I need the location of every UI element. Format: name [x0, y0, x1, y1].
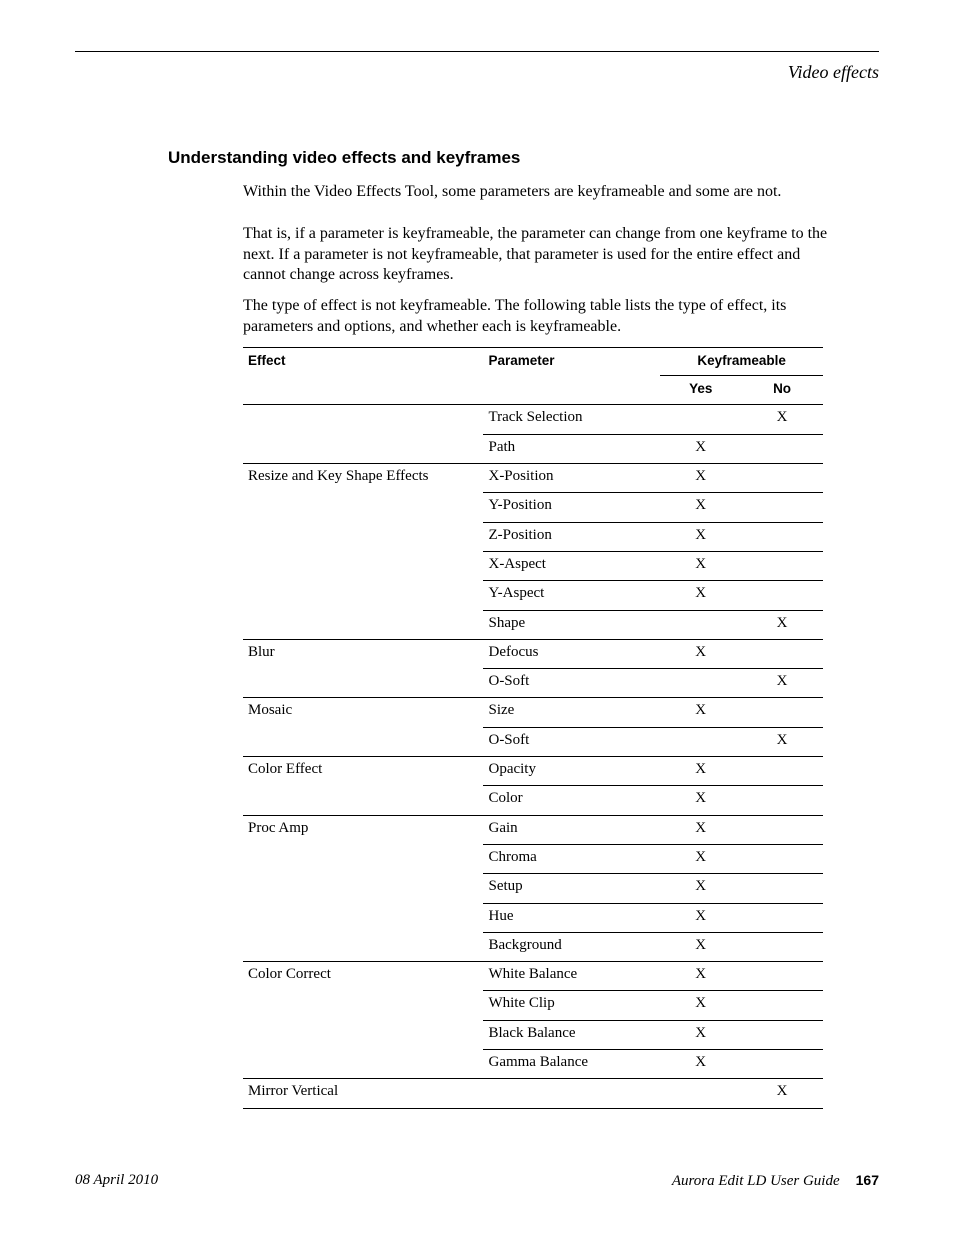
keyframeable-no-cell [741, 757, 823, 786]
keyframeable-yes-cell: X [660, 757, 741, 786]
effect-cell [243, 903, 483, 932]
parameter-cell: Opacity [483, 757, 660, 786]
effect-cell: Blur [248, 643, 275, 660]
effect-cell [243, 581, 483, 610]
table-row [243, 815, 823, 844]
keyframeable-yes-cell: X [660, 698, 741, 727]
table-row [243, 1020, 823, 1049]
effect-cell [243, 1020, 483, 1049]
parameter-cell: White Clip [483, 991, 660, 1020]
table-row [243, 757, 823, 786]
effect-cell [243, 727, 483, 756]
table-row [243, 962, 823, 991]
effect-cell: Proc Amp [248, 819, 309, 836]
keyframeable-yes-cell: X [660, 1050, 741, 1079]
effect-cell [243, 991, 483, 1020]
table-row [243, 610, 823, 639]
keyframeable-yes-cell: X [660, 464, 741, 493]
keyframeable-yes-cell: X [660, 551, 741, 580]
table-row [243, 493, 823, 522]
table-row [243, 844, 823, 873]
table-row [243, 522, 823, 551]
keyframeable-yes-cell: X [660, 1020, 741, 1049]
parameter-cell: Size [483, 698, 660, 727]
paragraph-table-intro: The type of effect is not keyframeable. The following table lists the type of effect, its parameters and options, and whether each is keyframeable. [243, 297, 787, 335]
table-row [243, 932, 823, 961]
parameter-cell [483, 1079, 660, 1108]
table-body [243, 405, 823, 1108]
effect-cell [243, 786, 483, 815]
effect-cell [243, 522, 483, 551]
keyframeable-yes-cell: X [660, 991, 741, 1020]
parameter-cell: Black Balance [483, 1020, 660, 1049]
parameter-cell: Gain [483, 815, 660, 844]
header-keyframeable: Keyframeable [660, 348, 823, 376]
keyframeable-no-cell: X [741, 1079, 823, 1108]
table-row [243, 639, 823, 668]
running-head: Video effects [787, 62, 879, 82]
effect-cell: Resize and Key Shape Effects [248, 468, 429, 485]
keyframeable-yes-cell: X [660, 962, 741, 991]
footer-date: 08 April 2010 [75, 1172, 159, 1188]
table-row [243, 991, 823, 1020]
parameter-cell: Path [483, 434, 660, 463]
keyframeable-yes-cell [660, 610, 741, 639]
keyframeable-yes-cell: X [660, 639, 741, 668]
keyframeable-no-cell: X [741, 405, 823, 434]
keyframeable-yes-cell: X [660, 581, 741, 610]
keyframeable-yes-cell [660, 727, 741, 756]
effect-cell [243, 932, 483, 961]
parameter-cell: Y-Position [483, 493, 660, 522]
header-no: No [741, 376, 823, 405]
parameter-cell: X-Position [483, 464, 660, 493]
keyframeable-no-cell: X [741, 727, 823, 756]
effect-cell: Color Correct [248, 966, 331, 983]
keyframeable-no-cell [741, 551, 823, 580]
section-title: Understanding video effects and keyframes [168, 148, 521, 167]
keyframeable-yes-cell [660, 669, 741, 698]
table-row [243, 786, 823, 815]
keyframeable-no-cell [741, 932, 823, 961]
table-row [243, 1079, 823, 1108]
effect-cell [243, 551, 483, 580]
keyframeable-yes-cell: X [660, 434, 741, 463]
table-row [243, 669, 823, 698]
keyframeable-yes-cell: X [660, 786, 741, 815]
parameter-cell: Hue [483, 903, 660, 932]
page-number: 167 [855, 1172, 879, 1188]
paragraph-intro: Within the Video Effects Tool, some parameters are keyframeable and some are not. [243, 183, 782, 200]
effect-cell [243, 1050, 483, 1079]
keyframeable-no-cell [741, 844, 823, 873]
effect-cell [243, 669, 483, 698]
keyframeable-no-cell [741, 639, 823, 668]
parameter-cell: Track Selection [483, 405, 660, 434]
parameter-cell: O-Soft [483, 727, 660, 756]
effect-cell: Mosaic [248, 702, 293, 719]
footer-right [672, 1172, 879, 1190]
keyframeable-no-cell [741, 522, 823, 551]
table-row [243, 551, 823, 580]
table-row [243, 581, 823, 610]
parameter-cell: O-Soft [483, 669, 660, 698]
table-row [243, 434, 823, 463]
effect-cell [243, 434, 483, 463]
header-yes: Yes [660, 376, 741, 405]
keyframeable-no-cell [741, 698, 823, 727]
effect-cell: Mirror Vertical [243, 1079, 483, 1108]
parameter-cell: Z-Position [483, 522, 660, 551]
table-row [243, 903, 823, 932]
header-rule [75, 51, 879, 52]
keyframeable-table [243, 347, 823, 1109]
effect-cell [243, 493, 483, 522]
effect-cell [243, 844, 483, 873]
keyframeable-no-cell [741, 434, 823, 463]
keyframeable-yes-cell: X [660, 815, 741, 844]
keyframeable-yes-cell: X [660, 874, 741, 903]
effect-cell [243, 874, 483, 903]
keyframeable-yes-cell: X [660, 522, 741, 551]
keyframeable-yes-cell: X [660, 932, 741, 961]
keyframeable-no-cell [741, 991, 823, 1020]
keyframeable-yes-cell: X [660, 493, 741, 522]
parameter-cell: Chroma [483, 844, 660, 873]
parameter-cell: Y-Aspect [483, 581, 660, 610]
parameter-cell: Setup [483, 874, 660, 903]
keyframeable-no-cell [741, 581, 823, 610]
parameter-cell: Color [483, 786, 660, 815]
parameter-cell: White Balance [483, 962, 660, 991]
table-row [243, 1050, 823, 1079]
table-row [243, 464, 823, 493]
keyframeable-yes-cell [660, 405, 741, 434]
keyframeable-no-cell [741, 874, 823, 903]
header-parameter: Parameter [483, 348, 660, 376]
effect-cell [243, 405, 483, 434]
table-row [243, 405, 823, 434]
keyframeable-no-cell: X [741, 610, 823, 639]
keyframeable-no-cell [741, 815, 823, 844]
keyframeable-no-cell [741, 1020, 823, 1049]
parameter-cell: Gamma Balance [483, 1050, 660, 1079]
keyframeable-no-cell [741, 962, 823, 991]
parameter-cell: Background [483, 932, 660, 961]
keyframeable-yes-cell: X [660, 903, 741, 932]
keyframeable-no-cell [741, 464, 823, 493]
keyframeable-no-cell [741, 786, 823, 815]
header-effect: Effect [243, 348, 483, 376]
paragraph-keyframeable-explanation: That is, if a parameter is keyframeable, the parameter can change from one keyframe to the next. If a parameter is not keyframeable, that parameter is used for the entire effect and cannot change across keyframes. [243, 225, 828, 283]
parameter-cell: Defocus [483, 639, 660, 668]
parameter-cell: Shape [483, 610, 660, 639]
effect-cell: Color Effect [248, 761, 323, 778]
table-row [243, 874, 823, 903]
footer-guide-title: Aurora Edit LD User Guide [671, 1173, 840, 1189]
table-row [243, 698, 823, 727]
keyframeable-no-cell [741, 1050, 823, 1079]
effect-cell [243, 610, 483, 639]
keyframeable-no-cell [741, 493, 823, 522]
parameter-cell: X-Aspect [483, 551, 660, 580]
keyframeable-yes-cell [660, 1079, 741, 1108]
table-row [243, 727, 823, 756]
keyframeable-yes-cell: X [660, 844, 741, 873]
keyframeable-no-cell [741, 903, 823, 932]
keyframeable-no-cell: X [741, 669, 823, 698]
